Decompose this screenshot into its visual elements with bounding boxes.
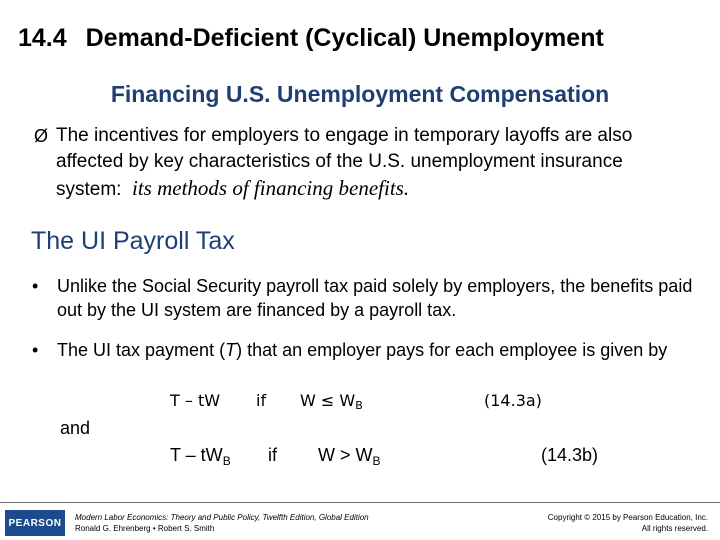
bullet-text	[57, 338, 704, 362]
equation-a-condition-lhs: W ≤ W	[300, 391, 356, 410]
equation-a-condition	[300, 391, 363, 412]
bullet-item	[32, 274, 704, 322]
bullet-item	[32, 338, 704, 362]
equation-b-condition-lhs: W > W	[318, 445, 373, 465]
footer-divider	[0, 502, 720, 503]
copyright-line-1: Copyright © 2015 by Pearson Education, Inc.	[547, 513, 708, 522]
equation-b-subscript: B	[372, 454, 381, 468]
bullet-dot-icon: •	[32, 276, 39, 296]
pearson-logo: PEARSON	[5, 510, 65, 536]
arrow-bullet-icon: Ø	[34, 126, 49, 146]
equation-b-condition	[318, 445, 381, 468]
equation-a-expression: T – tW	[170, 391, 221, 410]
symbol-t: T	[225, 340, 237, 360]
slide-number: 14.4	[18, 24, 67, 52]
equation-b-label: (14.3b)	[541, 445, 599, 465]
bullet-text-before: The UI tax payment (	[57, 340, 226, 360]
equation-b-expression-main: T – tW	[170, 445, 223, 465]
subheading: The UI Payroll Tax	[31, 227, 235, 255]
book-info	[75, 512, 369, 534]
book-title: Modern Labor Economics: Theory and Public Policy, Twelfth Edition, Global Edition	[75, 513, 369, 522]
bullet-text-after: ) that an employer pays for each employee is given by	[236, 340, 668, 360]
intro-text	[56, 123, 694, 203]
equation-b-if: if	[268, 445, 277, 465]
bullet-text: Unlike the Social Security payroll tax paid solely by employers, the benefits paid out by the UI system are financed by a payroll tax.	[57, 276, 693, 320]
and-word: and	[60, 418, 91, 438]
copyright	[548, 512, 708, 534]
slide-title-text: Demand-Deficient (Cyclical) Unemployment	[85, 24, 604, 52]
equation-b-expression-subscript: B	[222, 454, 231, 468]
equation-a-subscript: B	[355, 399, 363, 412]
intro-end: .	[403, 176, 410, 200]
intro-paragraph	[34, 123, 694, 203]
book-authors: Ronald G. Ehrenberg • Robert S. Smith	[75, 524, 215, 533]
equation-a-if: if	[256, 391, 267, 410]
intro-emphasis: its methods of financing benefits	[132, 176, 404, 200]
slide-title	[18, 24, 604, 53]
intro-body: The incentives for employers to engage in temporary layoffs are also affected by key characteristics of the U.S. unemployment insurance system:	[56, 125, 633, 200]
section-heading: Financing U.S. Unemployment Compensation	[110, 81, 610, 107]
copyright-line-2: All rights reserved.	[641, 524, 708, 533]
equation-a-label: (14.3a)	[484, 391, 542, 410]
bullet-dot-icon: •	[32, 340, 39, 360]
equation-b-expression	[170, 445, 231, 468]
